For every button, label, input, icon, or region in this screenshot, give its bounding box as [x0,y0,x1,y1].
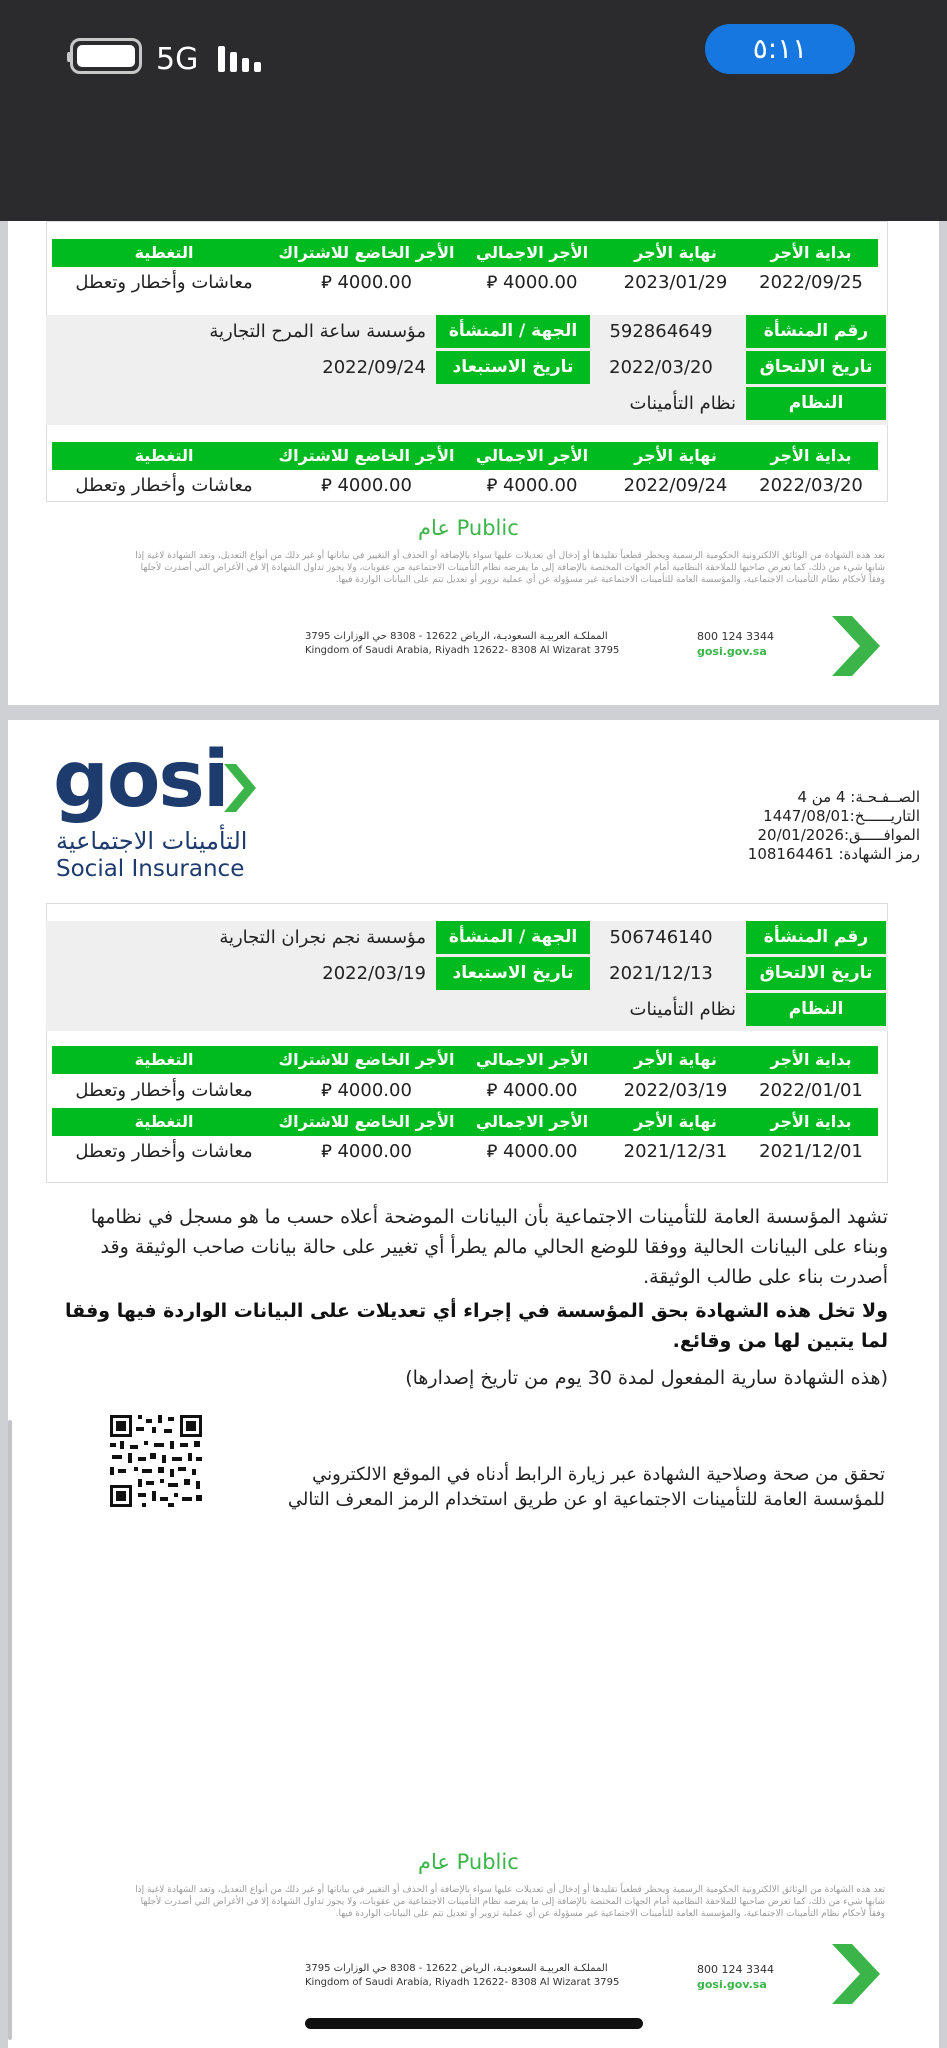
signal-icon [218,46,261,72]
cell-coverage: معاشات وأخطار وتعطل [75,475,253,496]
value-exclusion-date: 2022/09/24 [322,357,426,378]
disclaimer-bold-text: ولا تخل هذه الشهادة بحق المؤسسة في إجراء أي تعديلات على البيانات الواردة فيها وفقا لما يتبين لها من وقائع. [65,1300,888,1352]
col-wage-start: بداية الأجر [770,243,852,262]
home-indicator[interactable] [305,2018,643,2029]
cell-total-wage: 4000.00 ⃁ [486,1141,578,1162]
col-contrib-wage: الأجر الخاضع للاشتراك [278,1050,455,1069]
phone-number: 800 124 3344 [697,1963,774,1976]
gosi-chevron-icon [828,612,884,680]
col-wage-end: نهاية الأجر [634,1050,717,1069]
cell-wage-end: 2021/12/31 [623,1141,728,1162]
disclaimer-text: تعد هذه الشهادة من الوثائق الالكترونية الحكومية الرسمية ويحظر قطعياً تقليدها أو إدخال أي تعديلات عليها سواء بالإضافة أو الحذف أو التغيير في بياناتها أو غير ذلك من أنواع التعديل، وتعد الشهادة لاغية إذا شابها شيء من ذلك، كما تعرض صاحبها للملاحقة النظامية أمام الجهات المختصة بالإضافة إلى ما يفرضه نظام التأمينات الاجتماعية من عقوبات، ولا يجوز تداول الشهادة إلا في الأغراض التي أصدرت لأجلها وفقاً لأحكام نظام التأمينات الاجتماعية، والمؤسسة العامة للتأمينات الاجتماعية غير مسؤولة عن أي عملية تزوير أو تعديل تتم على البيانات الواردة فيها. [135,551,885,585]
battery-cap [67,52,72,62]
certify-text: تشهد المؤسسة العامة للتأمينات الاجتماعية بأن البيانات الموضحة أعلاه حسب ما هو مسجل في نظامها وبناء على البيانات الحالية ووفقا للوضع الحالي مالم يطرأ أي تغيير على حالة بيانات صاحب الوثيقة وقد أصدرت بناء على طالب الوثيقة. [90,1206,888,1288]
col-wage-end: نهاية الأجر [634,243,717,262]
col-coverage: التغطية [134,243,194,262]
label-join-date: تاريخ الالتحاق [746,351,886,384]
gosi-logo [53,735,228,825]
cell-wage-start: 2022/03/20 [759,475,863,496]
meta-date-greg: الموافـــــق:20/01/2026 [757,826,920,844]
network-label: 5G [156,42,199,77]
table-row [52,471,878,501]
col-total-wage: الأجر الاجمالي [475,1112,589,1131]
logo-word: gosi [53,735,228,825]
cell-total-wage: 4000.00 ⃁ [486,475,578,496]
address-ar: المملكـة العربيـة السعوديـة، الرياض 12622 - 8308 حي الوزارات 3795 [305,631,608,642]
page1-table2-header [52,442,878,470]
col-coverage: التغطية [134,1112,194,1131]
label-entity: الجهة / المنشأة [436,921,590,954]
col-total-wage: الأجر الاجمالي [475,1050,589,1069]
cell-wage-end: 2022/09/24 [623,475,728,496]
address-en: Kingdom of Saudi Arabia, Riyadh 12622- 8308 Al Wizarat 3795 [305,645,620,656]
col-wage-end: نهاية الأجر [634,1112,717,1131]
address-en: Kingdom of Saudi Arabia, Riyadh 12622- 8308 Al Wizarat 3795 [305,1977,620,1988]
col-contrib-wage: الأجر الخاضع للاشتراك [278,1112,455,1131]
gosi-chevron-icon [828,1940,884,2008]
cell-contrib-wage: 4000.00 ⃁ [321,475,412,496]
label-exclusion-date: تاريخ الاستبعاد [436,957,590,990]
col-total-wage: الأجر الاجمالي [475,243,589,262]
col-total-wage: الأجر الاجمالي [475,446,589,465]
label-exclusion-date: تاريخ الاستبعاد [436,351,590,384]
cell-coverage: معاشات وأخطار وتعطل [75,1141,253,1162]
cell-wage-start: 2021/12/01 [759,1141,863,1162]
validity-text: (هذه الشهادة سارية المفعول لمدة 30 يوم من تاريخ إصدارها) [405,1367,888,1389]
cell-total-wage: 4000.00 ⃁ [486,272,578,293]
value-exclusion-date: 2022/03/19 [322,963,426,984]
cell-contrib-wage: 4000.00 ⃁ [321,1141,412,1162]
label-join-date: تاريخ الالتحاق [746,957,886,990]
page1-table1-header [52,239,878,267]
cell-wage-end: 2022/03/19 [623,1080,728,1101]
table-row [52,1137,878,1167]
meta-cert-code: رمز الشهادة: 108164461 [747,845,920,863]
value-entity: مؤسسة نجم نجران التجارية [219,927,426,948]
value-system: نظام التأمينات [629,999,736,1020]
cell-total-wage: 4000.00 ⃁ [486,1080,578,1101]
address-ar: المملكـة العربيـة السعوديـة، الرياض 12622 - 8308 حي الوزارات 3795 [305,1963,608,1974]
col-wage-start: بداية الأجر [770,446,852,465]
table-row [52,268,878,298]
public-label: عام Public [418,1850,519,1874]
status-time[interactable]: ٥:١١ [705,24,855,74]
value-entity: مؤسسة ساعة المرح التجارية [209,321,426,342]
col-coverage: التغطية [134,1050,194,1069]
cell-wage-start: 2022/09/25 [759,272,863,293]
cell-coverage: معاشات وأخطار وتعطل [75,1080,253,1101]
label-entity: الجهة / المنشأة [436,315,590,348]
label-system: النظام [746,993,886,1026]
verify-text: تحقق من صحة وصلاحية الشهادة عبر زيارة الرابط أدناه في الموقع الالكتروني للمؤسسة العامة للتأمينات الاجتماعية او عن طريق استخدام الرمز المعرف التالي [287,1464,885,1510]
value-establishment-no: 592864649 [609,321,713,342]
value-join-date: 2021/12/13 [609,963,713,984]
website-link[interactable]: gosi.gov.sa [697,645,767,658]
logo-english: Social Insurance [56,856,245,882]
value-establishment-no: 506746140 [609,927,713,948]
verification-qr-code[interactable] [108,1413,204,1509]
cell-coverage: معاشات وأخطار وتعطل [75,272,253,293]
viewer-toolbar [0,115,947,221]
status-bar [0,0,947,115]
col-coverage: التغطية [134,446,194,465]
cell-contrib-wage: 4000.00 ⃁ [321,272,412,293]
col-wage-start: بداية الأجر [770,1112,852,1131]
value-system: نظام التأمينات [629,393,736,414]
cell-wage-start: 2022/01/01 [759,1080,863,1101]
cell-contrib-wage: 4000.00 ⃁ [321,1080,412,1101]
logo-chevron-icon [222,762,258,814]
page2-establishment-info [46,921,888,1031]
label-system: النظام [746,387,886,420]
public-label: عام Public [418,516,519,540]
col-contrib-wage: الأجر الخاضع للاشتراك [278,243,455,262]
col-contrib-wage: الأجر الخاضع للاشتراك [278,446,455,465]
label-establishment-no: رقم المنشأة [746,315,886,348]
meta-date-hijri: التاريــــــخ:1447/08/01 [763,807,920,825]
col-wage-start: بداية الأجر [770,1050,852,1069]
page2-table2-header [52,1108,878,1136]
logo-arabic: التأمينات الاجتماعية [56,827,248,855]
disclaimer-text: تعد هذه الشهادة من الوثائق الالكترونية الحكومية الرسمية ويحظر قطعياً تقليدها أو إدخال أي تعديلات عليها سواء بالإضافة أو الحذف أو التغيير في بياناتها أو غير ذلك من أنواع التعديل، وتعد الشهادة لاغية إذا شابها شيء من ذلك، كما تعرض صاحبها للملاحقة النظامية أمام الجهات المختصة بالإضافة إلى ما يفرضه نظام التأمينات الاجتماعية من عقوبات، ولا يجوز تداول الشهادة إلا في الأغراض التي أصدرت لأجلها وفقاً لأحكام نظام التأمينات الاجتماعية، والمؤسسة العامة للتأمينات الاجتماعية غير مسؤولة عن أي عملية تزوير أو تعديل تتم على البيانات الواردة فيها. [135,1885,885,1919]
scrollbar[interactable] [8,1420,12,2040]
page1-establishment-info [46,315,888,425]
cell-wage-end: 2023/01/29 [623,272,728,293]
col-wage-end: نهاية الأجر [634,446,717,465]
website-link[interactable]: gosi.gov.sa [697,1978,767,1991]
table-row [52,1076,878,1106]
page2-table1-header [52,1046,878,1074]
value-join-date: 2022/03/20 [609,357,713,378]
battery-icon [70,38,142,74]
meta-page: الصــفـحـة: 4 من 4 [797,788,920,806]
label-establishment-no: رقم المنشأة [746,921,886,954]
phone-number: 800 124 3344 [697,630,774,643]
